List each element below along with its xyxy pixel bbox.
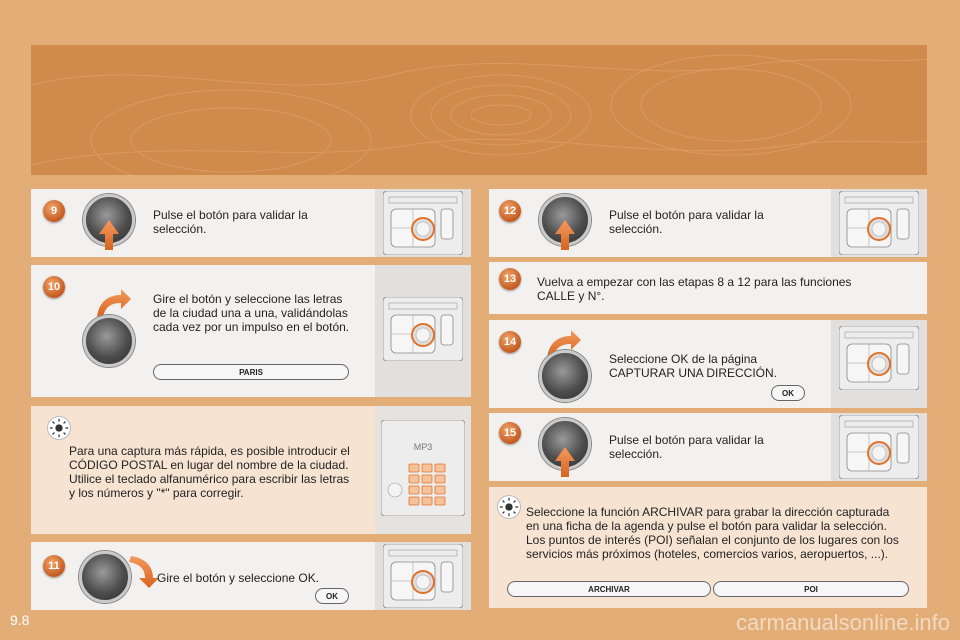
text-line: en una ficha de la agenda y pulse el botón para validar la selección.: [526, 519, 887, 533]
watermark: carmanualsonline.info: [735, 610, 950, 635]
text-line: Gire el botón y seleccione las letras: [153, 292, 343, 306]
radio-faceplate-icon: [383, 544, 463, 608]
device-label: MP3: [413, 442, 433, 452]
text-line: Utilice el teclado alfanumérico para escribir las letras: [69, 472, 350, 486]
text-line: Pulse el botón para validar la: [609, 433, 764, 447]
text-line: Pulse el botón para validar la: [153, 208, 308, 222]
text-line: Seleccione OK de la página: [609, 352, 758, 366]
step-badge: 13: [499, 268, 521, 290]
tip-panel-postal-code: [31, 406, 471, 534]
push-arrow-icon: [555, 220, 575, 250]
text-line: y los números y "*" para corregir.: [69, 486, 244, 500]
text-line: selección.: [609, 222, 663, 236]
step-badge: 14: [499, 331, 521, 353]
push-arrow-icon: [99, 220, 119, 250]
text-line: selección.: [609, 447, 663, 461]
ok-display: OK: [315, 588, 349, 604]
step-text: [609, 433, 764, 461]
sun-bulb-icon: [497, 495, 521, 519]
tip-text: [69, 444, 350, 500]
text-line: CAPTURAR UNA DIRECCIÓN.: [609, 366, 778, 380]
step-text: Gire el botón y seleccione OK.: [157, 571, 320, 585]
push-arrow-icon: [555, 447, 575, 477]
step-9-panel: [31, 189, 471, 257]
step-text: [609, 208, 764, 236]
text-line: CÓDIGO POSTAL en lugar del nombre de la ciudad.: [69, 458, 349, 472]
rotary-knob-icon: [79, 551, 131, 603]
radio-faceplate-icon: [839, 191, 919, 255]
step-11-panel: [31, 542, 471, 610]
step-10-panel: [31, 265, 471, 397]
page-number: 9.8: [10, 612, 30, 628]
step-text: [153, 292, 349, 334]
radio-faceplate-icon: [383, 191, 463, 255]
text-line: de la ciudad una a una, validándolas: [153, 306, 348, 320]
radio-faceplate-icon: [383, 297, 463, 361]
step-15-panel: [489, 413, 927, 481]
tip-text: [526, 505, 899, 561]
text-line: Los puntos de interés (POI) señalan el conjunto de los lugares con los: [526, 533, 899, 547]
ok-display: OK: [771, 385, 805, 401]
keypad-faceplate-icon: [381, 420, 465, 516]
text-line: cada vez por un impulso en el botón.: [153, 320, 350, 334]
step-text: [153, 208, 308, 236]
archivar-display: ARCHIVAR: [507, 581, 711, 597]
radio-faceplate-icon: [839, 326, 919, 390]
step-badge: 15: [499, 422, 521, 444]
text-line: Pulse el botón para validar la: [609, 208, 764, 222]
topographic-pattern: [31, 45, 927, 175]
text-line: Para una captura más rápida, es posible introducir el: [69, 444, 350, 458]
step-badge: 12: [499, 200, 521, 222]
tip-panel-archivar: [489, 487, 927, 608]
poi-display: POI: [713, 581, 909, 597]
header-banner: [31, 45, 927, 175]
text-line: servicios más próximos (hoteles, comercios varios, aeropuertos, ...).: [526, 547, 889, 561]
rotary-knob-icon: [83, 315, 135, 367]
paris-display: PARIS: [153, 364, 349, 380]
text-line: CALLE y N°.: [537, 289, 605, 303]
text-line: Seleccione la función ARCHIVAR para grabar la dirección capturada: [526, 505, 890, 519]
step-badge: 9: [43, 200, 65, 222]
rotary-knob-icon: [539, 350, 591, 402]
text-line: selección.: [153, 222, 207, 236]
sun-bulb-icon: [47, 416, 71, 440]
step-text: [537, 275, 851, 303]
text-line: Vuelva a empezar con las etapas 8 a 12 para las funciones: [537, 275, 852, 289]
step-text: [609, 352, 777, 380]
step-14-panel: [489, 320, 927, 408]
radio-faceplate-icon: [839, 415, 919, 479]
step-13-panel: [489, 262, 927, 314]
step-badge: 11: [43, 555, 65, 577]
step-badge: 10: [43, 276, 65, 298]
step-12-panel: [489, 189, 927, 257]
